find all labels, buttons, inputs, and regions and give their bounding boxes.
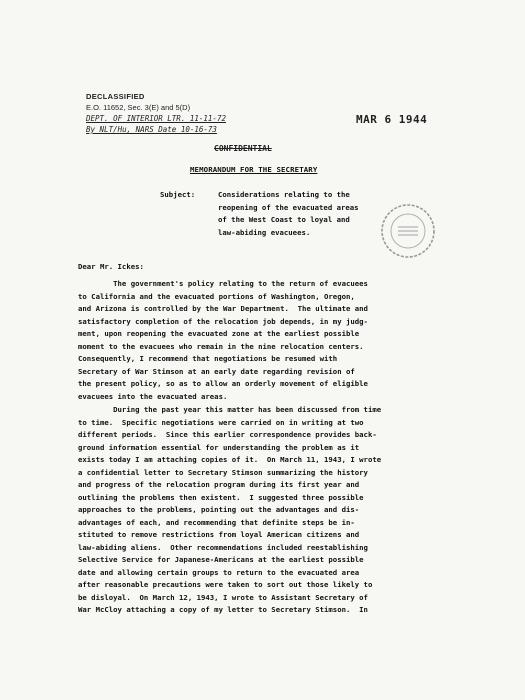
classification-marking: CONFIDENTIAL <box>214 144 272 153</box>
received-date-stamp: MAR 6 1944 <box>356 113 428 126</box>
declassified-by-date: By NLT/Hu, NARS Date 10-16-73 <box>86 125 217 134</box>
paragraph-line: to time. Specific negotiations were carried on in writing at two <box>78 417 364 427</box>
subject-lines <box>218 189 398 239</box>
paragraph-line: exists today I am attaching copies of it. On March 11, 1943, I wrote <box>78 455 382 464</box>
subject-line: of the West Coast to loyal and <box>218 215 350 224</box>
subject-line: reopening of the evacuated areas <box>218 202 359 212</box>
paragraph-line: The government's policy relating to the return of evacuees <box>78 279 368 288</box>
paragraph-line: and Arizona is controlled by the War Department. The ultimate and <box>78 304 368 313</box>
paragraph-line: date and allowing certain groups to return to the evacuated area <box>78 567 360 577</box>
subject-line: law-abiding evacuees. <box>218 227 311 237</box>
paragraph-line: outlining the problems then existent. I suggested three possible <box>78 492 364 502</box>
salutation: Dear Mr. Ickes: <box>78 262 144 271</box>
declassified-authority: E.O. 11652, Sec. 3(E) and 5(D) <box>86 103 191 112</box>
paragraph-line: ment, upon reopening the evacuated zone at the earliest possible <box>78 329 360 338</box>
body-paragraph-1 <box>78 278 458 403</box>
subject-label: Subject: <box>160 190 196 199</box>
seal-stamp-icon <box>380 203 436 259</box>
body-paragraph-2 <box>78 404 458 617</box>
paragraph-line: Consequently, I recommend that negotiations be resumed with <box>78 354 338 363</box>
paragraph-line: and progress of the relocation program during its first year and <box>78 480 360 489</box>
paragraph-line: to California and the evacuated portions of Washington, Oregon, <box>78 291 355 301</box>
paragraph-line: a confidential letter to Secretary Stimson summarizing the history <box>78 467 368 477</box>
paragraph-line: evacuees into the evacuated areas. <box>78 391 228 401</box>
paragraph-line: different periods. Since this earlier correspondence provides back- <box>78 430 377 439</box>
paragraph-line: approaches to the problems, pointing out the advantages and dis- <box>78 505 360 514</box>
paragraph-line: ground information essential for understanding the problem as it <box>78 442 360 452</box>
paragraph-line: advantages of each, and recommending that definite steps be in- <box>78 517 355 527</box>
declassified-dept-letter: DEPT. OF INTERIOR LTR. 11-11-72 <box>86 114 226 123</box>
subject-line: Considerations relating to the <box>218 190 350 199</box>
paragraph-line: stituted to remove restrictions from loyal American citizens and <box>78 530 360 539</box>
paragraph-line: law-abiding aliens. Other recommendations included reestablishing <box>78 542 368 552</box>
paragraph-line: satisfactory completion of the relocation job depends, in my judg- <box>78 316 368 326</box>
paragraph-line: Secretary of War Stimson at an early date regarding revision of <box>78 366 355 376</box>
declassified-header: DECLASSIFIED <box>86 92 145 101</box>
paragraph-line: Selective Service for Japanese-Americans at the earliest possible <box>78 555 364 564</box>
paragraph-line: moment to the evacuees who remain in the nine relocation centers. <box>78 341 364 351</box>
paragraph-line: the present policy, so as to allow an orderly movement of eligible <box>78 379 368 388</box>
declassification-stamp <box>86 91 236 135</box>
paragraph-line: During the past year this matter has been discussed from time <box>78 405 382 414</box>
paragraph-line: after reasonable precautions were taken to sort out those likely to <box>78 580 373 589</box>
paragraph-line: War McCloy attaching a copy of my letter to Secretary Stimson. In <box>78 605 368 614</box>
memo-title: MEMORANDUM FOR THE SECRETARY <box>190 165 318 174</box>
paragraph-line: be disloyal. On March 12, 1943, I wrote to Assistant Secretary of <box>78 592 368 602</box>
